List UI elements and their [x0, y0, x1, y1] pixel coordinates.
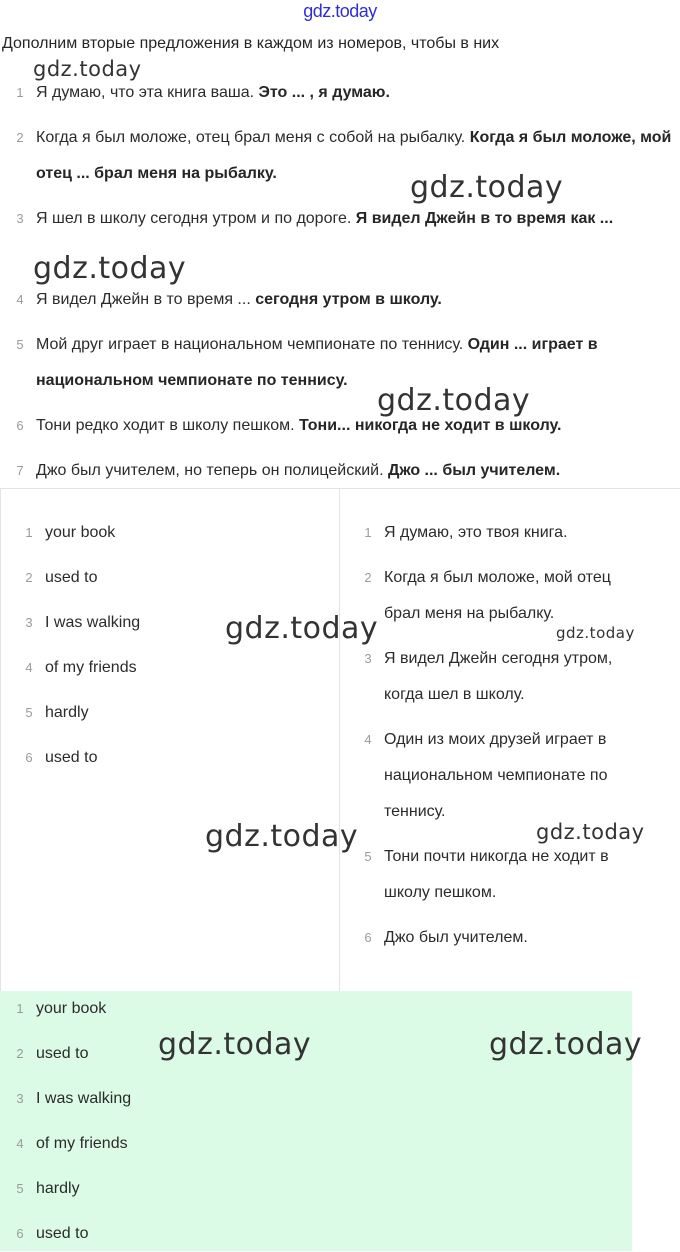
answer-number: 6: [25, 750, 33, 765]
translation-line: Джо был учителем.: [384, 929, 528, 946]
task-number: 1: [16, 85, 24, 100]
translation-line: Один из моих друзей играет в: [384, 731, 607, 748]
watermark: gdz.today: [33, 251, 187, 286]
watermark: gdz.today: [489, 1027, 643, 1062]
translation-number: 2: [364, 570, 372, 585]
answer-number: 2: [16, 1046, 24, 1061]
exercise-intro: Дополним вторые предложения в каждом из номеров, чтобы в них: [2, 35, 500, 52]
answer-text: used to: [45, 569, 98, 586]
watermark: gdz.today: [33, 57, 142, 81]
translation-line: когда шел в школу.: [384, 686, 525, 703]
task-text: Тони редко ходит в школу пешком. Тони... никогда не ходит в школу.: [36, 417, 562, 434]
answer-number: 2: [25, 570, 33, 585]
watermark-top: gdz.today: [303, 1, 377, 21]
translation-line: брал меня на рыбалку.: [384, 605, 555, 622]
answer-number: 5: [25, 705, 33, 720]
translation-line: теннису.: [384, 803, 446, 820]
translation-line: Я думаю, это твоя книга.: [384, 524, 568, 541]
watermark: gdz.today: [205, 819, 359, 854]
task-text: Мой друг играет в национальном чемпионате по теннису. Один ... играет в национальном чемпионате по теннису.: [36, 336, 598, 389]
answer-number: 5: [16, 1181, 24, 1196]
answer-number: 4: [25, 660, 33, 675]
task-text: Когда я был моложе, отец брал меня с собой на рыбалку. Когда я был моложе, мой отец ... брал меня на рыбалку.: [36, 129, 672, 182]
answer-text: your book: [45, 524, 116, 541]
answer-number: 6: [16, 1226, 24, 1241]
translation-number: 6: [364, 930, 372, 945]
task-number: 4: [16, 292, 24, 307]
answer-number: 1: [25, 525, 33, 540]
translation-number: 5: [364, 849, 372, 864]
translation-number: 3: [364, 651, 372, 666]
answer-number: 3: [25, 615, 33, 630]
watermark: gdz.today: [225, 611, 379, 646]
translation-line: Тони почти никогда не ходит в: [384, 848, 609, 865]
task-text: Джо был учителем, но теперь он полицейский. Джо ... был учителем.: [36, 462, 561, 479]
answer-text: of my friends: [36, 1135, 128, 1152]
translation-line: Я видел Джейн сегодня утром,: [384, 650, 613, 667]
answer-text: of my friends: [45, 659, 137, 676]
answer-text: used to: [36, 1045, 89, 1062]
watermark: gdz.today: [536, 820, 645, 844]
translation-number: 1: [364, 525, 372, 540]
answer-text: hardly: [36, 1180, 80, 1197]
answer-number: 1: [16, 1001, 24, 1016]
answer-text: I was walking: [45, 614, 141, 631]
task-number: 3: [16, 211, 24, 226]
task-text: Я видел Джейн в то время ... сегодня утром в школу.: [36, 291, 442, 308]
answer-text: used to: [45, 749, 98, 766]
task-number: 5: [16, 337, 24, 352]
task-number: 7: [16, 463, 24, 478]
translation-line: национальном чемпионате по: [384, 767, 608, 784]
task-text: Я шел в школу сегодня утром и по дороге. Я видел Джейн в то время как ...: [36, 210, 614, 227]
task-number: 2: [16, 130, 24, 145]
watermark: gdz.today: [158, 1027, 312, 1062]
answers-panel: [0, 488, 340, 992]
task-number: 6: [16, 418, 24, 433]
watermark: gdz.today: [556, 624, 635, 642]
answer-text: hardly: [45, 704, 89, 721]
watermark: gdz.today: [410, 170, 564, 205]
answer-number: 3: [16, 1091, 24, 1106]
watermark: gdz.today: [377, 383, 531, 418]
answer-text: used to: [36, 1225, 89, 1242]
translations-panel: [339, 488, 680, 992]
translation-number: 4: [364, 732, 372, 747]
translation-line: школу пешком.: [384, 884, 497, 901]
answer-text: your book: [36, 1000, 107, 1017]
task-text: Я думаю, что эта книга ваша. Это ... , я думаю.: [36, 84, 390, 101]
translation-line: Когда я был моложе, мой отец: [384, 569, 611, 586]
answer-number: 4: [16, 1136, 24, 1151]
answer-text: I was walking: [36, 1090, 132, 1107]
